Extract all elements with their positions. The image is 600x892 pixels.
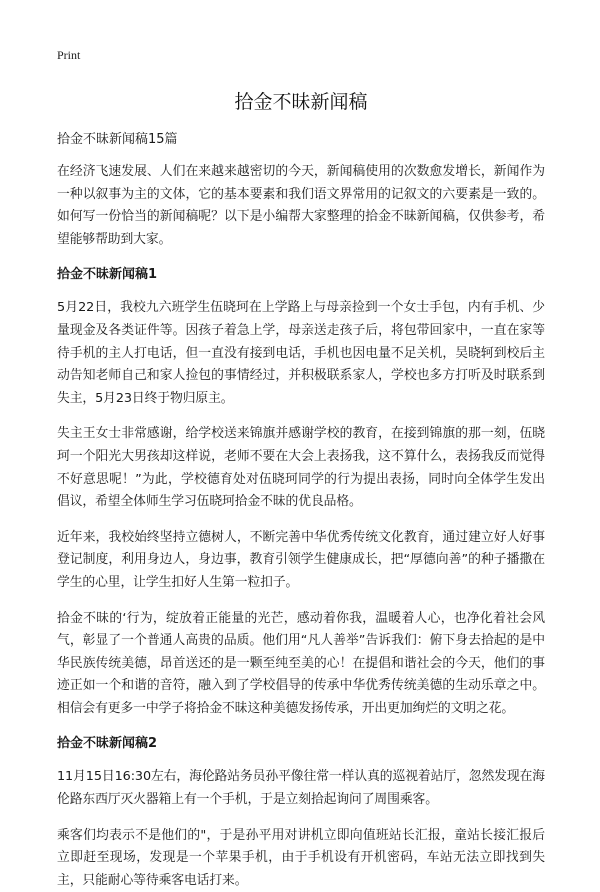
section-1-paragraph: 拾金不昧的‘行为，绽放着正能量的光芒，感动着你我，温暖着人心，也净化着社会风气，彰显了一个普通人高贵的品质。他们用“凡人善举”告诉我们：俯下身去拾起的是中华民族传统美德，昂首送还的是一颗至纯至美的心！在提倡和谐社会的今天，他们的事迹正如一个和谐的音符，融入到了学校倡导的传承中华优秀传统美德的生动乐章之中。相信会有更多一中学子将拾金不昧这种美德发扬传承，开出更加绚烂的文明之花。: [57, 610, 545, 716]
section-1-paragraph: 近年来，我校始终坚持立德树人，不断完善中华优秀传统文化教育，通过建立好人好事登记制度，利用身边人，身边事，教育引领学生健康成长，把“厚德向善”的种子播撒在学生的心里，让学生扣好人生第一粒扣子。: [57, 529, 545, 590]
section-1-paragraph: 失主王女士非常感谢，给学校送来锦旗并感谢学校的教育，在接到锦旗的那一刻，伍晓珂一个阳光大男孩却这样说，老师不要在大会上表扬我，这不算什么，表扬我反而觉得不好意思呢！”为此，学校德育处对伍晓珂同学的行为提出表扬，同时向全体学生发出倡议，希望全体师生学习伍晓珂拾金不昧的优良品格。: [57, 426, 545, 510]
section-heading-1: 拾金不昧新闻稿1: [57, 267, 158, 283]
print-link[interactable]: Print: [57, 48, 81, 62]
section-2-paragraph: 11月15日16:30左右，海伦路站务员孙平像往常一样认真的巡视着站厅，忽然发现在海伦路东西厅灭火器箱上有一个手机，于是立刻拾起询问了周围乘客。: [57, 769, 545, 808]
section-2-paragraph: 乘客们均表示不是他们的"，于是孙平用对讲机立即向值班站长汇报，童站长接汇报后立即赶至现场，发现是一个苹果手机，由于手机设有开机密码，车站无法立即找到失主，只能耐心等待乘客电话打来。: [57, 827, 545, 888]
page-title: 拾金不昧新闻稿: [234, 91, 368, 113]
section-1-paragraph: 5月22日，我校九六班学生伍晓珂在上学路上与母亲捡到一个女士手包，内有手机、少量现金及各类证件等。因孩子着急上学，母亲送走孩子后，将包带回家中，一直在家等待手机的主人打电话，但一直没有接到电话，手机也因电量不足关机，吴晓轲到校后主动告知老师自己和家人捡包的事情经过，并积极联系家人，学校也多方打听及时联系到失主，5月23日终于物归原主。: [57, 300, 545, 406]
intro-paragraph: 在经济飞速发展、人们在来越来越密切的今天，新闻稿使用的次数愈发增长，新闻作为一种以叙事为主的文体，它的基本要素和我们语文界常用的记叙文的六要素是一致的。如何写一份恰当的新闻稿呢？以下是小编帮大家整理的拾金不昧新闻稿，仅供参考，希望能够帮助到大家。: [57, 164, 545, 247]
document-subtitle: 拾金不昧新闻稿15篇: [57, 132, 178, 147]
section-heading-2: 拾金不昧新闻稿2: [57, 736, 158, 752]
